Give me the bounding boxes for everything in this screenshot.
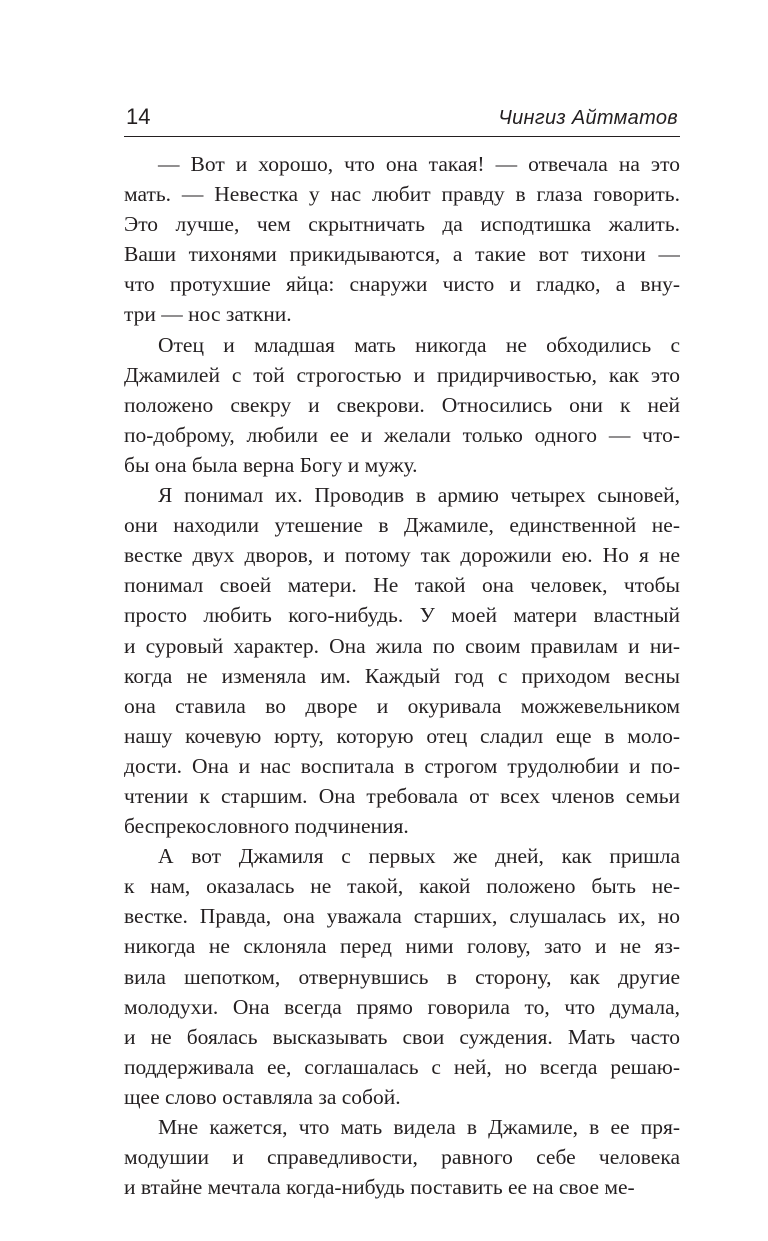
text-line: вестке двух дворов, и потому так дорожили ею. Но я не	[124, 543, 680, 568]
paragraph	[124, 149, 680, 330]
book-page	[124, 98, 680, 1202]
text-line: и втайне мечтала когда-нибудь поставить ее на свое ме-	[124, 1175, 635, 1200]
paragraph	[124, 841, 680, 1112]
text-line: и не боялась высказывать свои суждения. Мать часто	[124, 1024, 680, 1049]
text-line: когда не изменяла им. Каждый год с приходом весны	[124, 663, 680, 688]
paragraph	[124, 330, 680, 480]
text-line: вестке. Правда, она уважала старших, слушалась их, но	[124, 904, 680, 929]
text-line: они находили утешение в Джамиле, единственной не-	[124, 513, 680, 538]
running-head-author: Чингиз Айтматов	[498, 107, 678, 129]
text-line: просто любить кого-нибудь. У моей матери властный	[124, 603, 680, 628]
text-line: три — нос заткни.	[124, 302, 292, 327]
text-line: Джамилей с той строгостью и придирчивостью, как это	[124, 362, 680, 387]
text-line: и суровый характер. Она жила по своим правилам и ни-	[124, 633, 680, 658]
text-line: Я понимал их. Проводив в армию четырех сыновей,	[158, 483, 680, 508]
text-line: Ваши тихонями прикидываются, а такие вот тихони —	[124, 242, 680, 267]
text-line: поддерживала ее, соглашалась с ней, но всегда решаю-	[124, 1054, 680, 1079]
text-line: А вот Джамиля с первых же дней, как пришла	[158, 844, 680, 869]
text-line: нашу кочевую юрту, которую отец сладил еще в моло-	[124, 723, 680, 748]
text-line: Мне кажется, что мать видела в Джамиле, в ее пря-	[158, 1115, 680, 1139]
page-header	[124, 98, 680, 137]
text-line: она ставила во дворе и окуривала можжевельником	[124, 693, 680, 718]
text-line: дости. Она и нас воспитала в строгом трудолюбии и по-	[124, 753, 680, 778]
paragraph	[124, 480, 680, 841]
body-text	[124, 149, 680, 1202]
text-line: мать. — Невестка у нас любит правду в глаза говорить.	[124, 182, 680, 207]
text-line: никогда не склоняла перед ними голову, зато и не яз-	[124, 934, 680, 959]
text-line: что протухшие яйца: снаружи чисто и гладко, а вну-	[124, 272, 680, 297]
text-line: Это лучше, чем скрытничать да исподтишка жалить.	[124, 212, 680, 237]
text-line: вила шепотком, отвернувшись в сторону, как другие	[124, 964, 680, 989]
text-line: модушии и справедливости, равного себе человека	[124, 1145, 680, 1170]
text-line: щее слово оставляла за собой.	[124, 1084, 401, 1109]
text-line: по-доброму, любили ее и желали только одного — что-	[124, 422, 680, 447]
text-line: понимал своей матери. Не такой она человек, чтобы	[124, 573, 680, 598]
text-line: молодухи. Она всегда прямо говорила то, что думала,	[124, 994, 680, 1019]
paragraph	[124, 1112, 680, 1202]
text-line: бы она была верна Богу и мужу.	[124, 452, 418, 477]
text-line: к нам, оказалась не такой, какой положено быть не-	[124, 874, 680, 899]
text-line: Отец и младшая мать никогда не обходились с	[158, 332, 680, 357]
text-line: положено свекру и свекрови. Относились они к ней	[124, 392, 680, 417]
text-line: чтении к старшим. Она требовала от всех членов семьи	[124, 783, 680, 808]
text-line: беспрекословного подчинения.	[124, 814, 409, 839]
text-line: — Вот и хорошо, что она такая! — отвечала на это	[158, 152, 680, 176]
page-number: 14	[126, 104, 151, 129]
